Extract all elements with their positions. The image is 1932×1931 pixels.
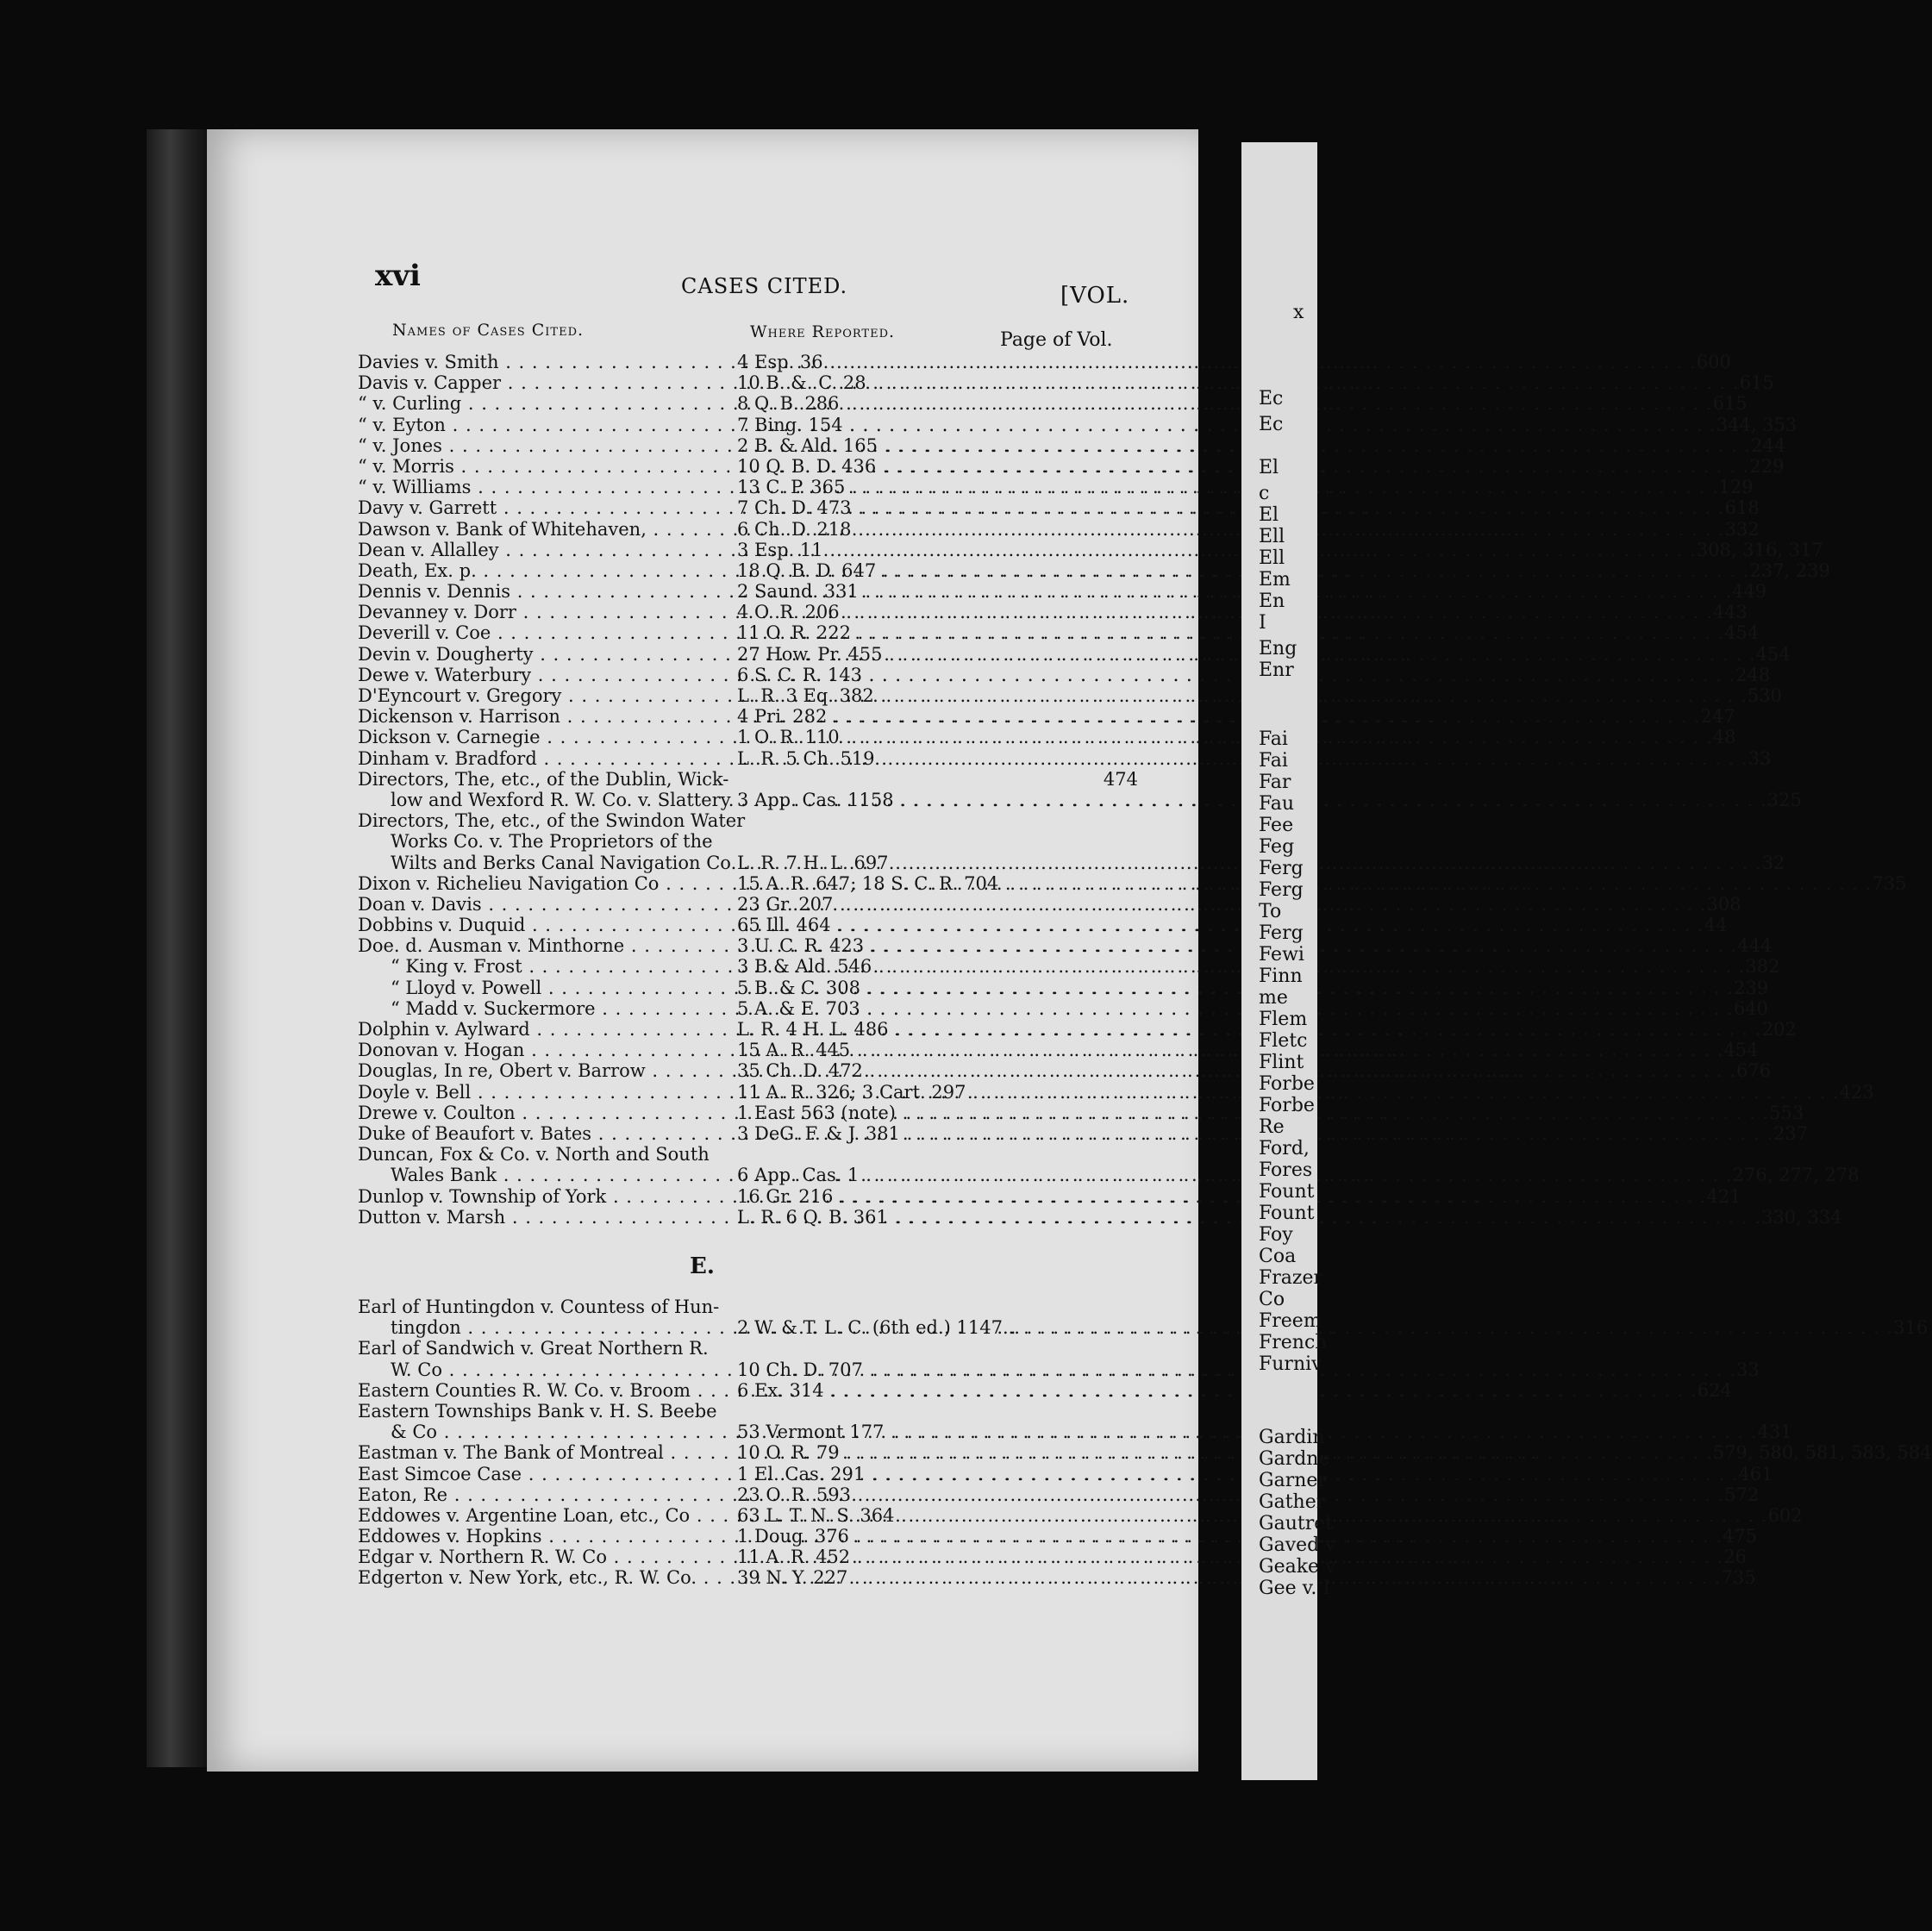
page-reference: 325 <box>1766 789 1802 810</box>
facing-page-fragment: Em <box>1259 569 1291 591</box>
facing-page-fragment: Ferg <box>1259 879 1304 901</box>
page-reference: 676 <box>1736 1060 1772 1082</box>
where-reported: 10 Q. B. D. 436 . . . <box>737 456 1749 477</box>
case-name: Doyle v. Bell . . . <box>358 1082 737 1103</box>
page-reference: 602 <box>1767 1504 1803 1526</box>
facing-page-fragment: Ell <box>1259 547 1285 569</box>
facing-page-fragment: Ford, <box>1259 1138 1310 1159</box>
page-reference: 423 <box>1839 1081 1874 1103</box>
column-headers <box>207 312 1198 355</box>
page-reference: 332 <box>1724 518 1760 540</box>
facing-page-fragment: Ell <box>1259 526 1285 547</box>
page-reference: 202 <box>1761 1019 1797 1040</box>
facing-page-fragment: Re <box>1259 1116 1285 1138</box>
facing-page-fragment: Fount <box>1259 1181 1315 1203</box>
where-reported: 10 B. &. C. 28 . . . <box>737 372 1740 393</box>
facing-page-fragment: Fee <box>1259 815 1294 836</box>
page-reference: 382 <box>1745 956 1780 978</box>
case-name: Drewe v. Coulton . . . <box>358 1103 737 1123</box>
facing-page-fragment: Gardne <box>1259 1448 1330 1470</box>
case-name: Eddowes v. Argentine Loan, etc., Co . . . <box>358 1505 737 1526</box>
where-reported: 3 Esp. 11 . . . <box>737 540 1697 560</box>
page-reference: 615 <box>1739 372 1774 394</box>
case-entry-row <box>358 769 1138 790</box>
case-name: Directors, The, etc., of the Swindon Water <box>358 810 746 832</box>
case-name: “ v. Morris . . . <box>358 456 737 477</box>
facing-page-fragment: x <box>1293 302 1304 323</box>
facing-page-fragment: Frazer <box>1259 1267 1323 1289</box>
page-reference: 276, 277, 278 <box>1732 1165 1860 1186</box>
facing-page-fragment: Foy <box>1259 1224 1293 1246</box>
where-reported: 5 B. & C. 308 . . . <box>737 978 1734 998</box>
facing-page-fragment: Gaved v <box>1259 1534 1336 1556</box>
case-name: Dutton v. Marsh . . . <box>358 1207 737 1228</box>
case-name: low and Wexford R. W. Co. v. Slattery. . . . <box>358 790 737 810</box>
case-name: Directors, The, etc., of the Dublin, Wick- <box>358 768 729 790</box>
case-name: Eastern Counties R. W. Co. v. Broom . . . <box>358 1380 737 1401</box>
facing-page-fragment: Fletc <box>1259 1030 1308 1052</box>
case-entry-row <box>358 602 1748 623</box>
case-name: Doan v. Davis . . . <box>358 894 737 915</box>
case-name: D'Eyncourt v. Gregory . . . <box>358 685 737 706</box>
case-name: Eaton, Re . . . <box>358 1484 737 1505</box>
page-reference: 454 <box>1723 1040 1759 1061</box>
case-name: Dewe v. Waterbury . . . <box>358 665 737 685</box>
facing-page-fragment: El <box>1259 457 1279 478</box>
facing-page-fragment: Garner <box>1259 1470 1327 1491</box>
facing-page-fragment: Gather <box>1259 1491 1326 1513</box>
page-reference: 48 <box>1712 727 1736 748</box>
case-name: Doe. d. Ausman v. Minthorne . . . <box>358 935 737 956</box>
facing-page-fragment: Furniv <box>1259 1353 1322 1375</box>
case-entry-row <box>358 352 1731 372</box>
facing-page-fragment: Gee v. I <box>1259 1578 1331 1599</box>
page-reference: 572 <box>1724 1484 1760 1505</box>
where-reported: 2 B. & Ald. 165 . . . <box>737 435 1751 456</box>
page-reference: 618 <box>1724 497 1760 519</box>
page-column-header: Page of Vol. <box>1000 329 1113 351</box>
case-name: Dickson v. Carnegie . . . <box>358 727 737 747</box>
where-reported: L. R. 3 Eq. 382 . . . <box>737 685 1748 706</box>
case-name: “ King v. Frost . . . <box>358 956 737 977</box>
page-reference: 444 <box>1737 935 1773 957</box>
page-reference: 239 <box>1734 977 1769 998</box>
page-reference: 33 <box>1736 1359 1760 1380</box>
where-reported: 13 C. P. 365 . . . <box>737 477 1719 497</box>
case-name: Dunlop v. Township of York . . . <box>358 1186 737 1207</box>
where-reported: 53 Vermont 177 . . . <box>737 1422 1758 1442</box>
page-reference: 229 <box>1749 455 1785 477</box>
where-reported: 7 Ch. D. 473 . . . <box>737 497 1725 518</box>
book-binding <box>147 129 207 1767</box>
facing-page-fragment: Enr <box>1259 659 1294 681</box>
page-reference: 431 <box>1757 1422 1792 1443</box>
case-name: Davies v. Smith . . . <box>358 352 737 372</box>
case-name: Dawson v. Bank of Whitehaven, . . . <box>358 519 737 540</box>
where-reported: 1 Doug. 376 . . . <box>737 1526 1723 1547</box>
case-entry-row <box>358 1401 1138 1422</box>
case-name: Dennis v. Dennis . . . <box>358 581 737 602</box>
facing-page-fragment: Far <box>1259 772 1291 793</box>
facing-page-fragment: Fau <box>1259 793 1295 815</box>
facing-page-fragment: Fewi <box>1259 944 1304 966</box>
facing-page-fragment: Ec <box>1259 414 1284 435</box>
page-reference: 44 <box>1704 915 1728 936</box>
where-reported: L. R. 5 Ch. 519 . . . <box>737 748 1748 769</box>
case-name: East Simcoe Case . . . <box>358 1464 737 1484</box>
facing-page-fragment: Fores <box>1259 1159 1313 1181</box>
case-entry-row <box>358 706 1735 728</box>
facing-page-fragment: Geake v <box>1259 1556 1336 1578</box>
where-reported: 15 A. R. 445 . . . <box>737 1040 1723 1060</box>
facing-page-fragment: Ferg <box>1259 922 1304 944</box>
case-entry-row <box>358 1338 1138 1359</box>
case-entry-row <box>358 685 1782 706</box>
where-reported: 65 Ill. 464 . . . <box>737 915 1704 935</box>
case-entry-row <box>358 831 1138 852</box>
where-reported: 2 W. & T. L. C. (6th ed.) 1147... . . . <box>737 1317 1893 1338</box>
page-reference: 735 <box>1872 872 1907 894</box>
facing-page-fragment: Flem <box>1259 1009 1308 1030</box>
case-entry-row <box>358 581 1767 603</box>
case-name: “ v. Eyton . . . <box>358 415 737 435</box>
case-name: Dolphin v. Aylward . . . <box>358 1019 737 1040</box>
case-name: Dinham v. Bradford . . . <box>358 748 737 769</box>
where-reported: 5 A. & E. 703 . . . <box>737 998 1734 1019</box>
where-reported: 11 A. R. 452 . . . <box>737 1547 1723 1567</box>
where-reported: 2 Saund. 331 . . . <box>737 581 1732 602</box>
facing-page-fragment: Ec <box>1259 388 1284 409</box>
where-reported: 3 App. Cas. 1158 . . . <box>737 790 1767 810</box>
case-name: Eastern Townships Bank v. H. S. Beebe <box>358 1400 717 1422</box>
page-reference: 421 <box>1706 1185 1741 1207</box>
page-reference: 308, 316, 317 <box>1696 539 1823 560</box>
case-name: Edgar v. Northern R. W. Co . . . <box>358 1547 737 1567</box>
case-name: Eastman v. The Bank of Montreal . . . <box>358 1442 737 1463</box>
facing-page-fragment: Coa <box>1259 1246 1297 1267</box>
facing-page-fragment: Gardin <box>1259 1427 1325 1448</box>
facing-page-fragment: Fai <box>1259 728 1288 750</box>
where-reported: 8 Q. B. 286 . . . <box>737 393 1713 414</box>
facing-page-fragment: Finn <box>1259 966 1303 987</box>
page-reference: 475 <box>1723 1526 1758 1547</box>
facing-page-fragment: El <box>1259 504 1279 526</box>
page-reference: 248 <box>1735 664 1771 685</box>
page-reference: 33 <box>1748 747 1772 769</box>
where-reported: 18 Q. B. D. 647 . . . <box>737 560 1749 581</box>
section-letter-e: E. <box>690 1253 715 1279</box>
where-reported: 10 Ch. D. 707 . . . <box>737 1359 1736 1380</box>
case-name: Davy v. Garrett . . . <box>358 497 737 518</box>
case-name: W. Co . . . <box>358 1359 737 1380</box>
page-reference: 449 <box>1732 581 1767 603</box>
case-name: Duncan, Fox & Co. v. North and South <box>358 1144 710 1165</box>
where-reported: 4 Pri. 282 . . . <box>737 706 1701 727</box>
where-reported: 6 S. C. R. 143 . . . <box>737 665 1735 685</box>
page-reference: 735 <box>1721 1567 1756 1589</box>
case-name: “ v. Curling . . . <box>358 393 737 414</box>
case-name: & Co . . . <box>358 1422 737 1442</box>
case-name: Devin v. Dougherty . . . <box>358 644 737 665</box>
page-reference: 461 <box>1738 1463 1773 1484</box>
case-entry-row <box>358 372 1774 394</box>
where-reported: 6 Ch. D. 218 . . . <box>737 519 1725 540</box>
case-entry-row <box>358 1379 1732 1401</box>
page-reference: 344, 353 <box>1716 414 1798 435</box>
running-title: CASES CITED. <box>681 274 848 298</box>
where-reported: 63 L. T. N. S. 364 . . . <box>737 1505 1768 1526</box>
facing-page-fragment: Forbe <box>1259 1095 1315 1116</box>
page-reference: 237, 239 <box>1749 559 1830 581</box>
case-name: “ Lloyd v. Powell . . . <box>358 978 737 998</box>
case-name: Edgerton v. New York, etc., R. W. Co. . . . <box>358 1567 737 1588</box>
where-reported: 6 Ex. 314 . . . <box>737 1380 1698 1401</box>
where-reported: L. R. 4 H. L. 486 . . . <box>737 1019 1762 1040</box>
where-reported: 11 O. R. 222 . . . <box>737 622 1724 643</box>
where-reported: 1 El. Cas. 291 . . . <box>737 1464 1738 1484</box>
facing-page-fragment: c <box>1259 483 1270 504</box>
page-reference: 454 <box>1755 643 1791 665</box>
page-reference: 615 <box>1712 393 1748 415</box>
page-reference: 237 <box>1773 1122 1809 1144</box>
facing-page-fragment: En <box>1259 591 1285 612</box>
case-name: Dobbins v. Duquid . . . <box>358 915 737 935</box>
facing-page-fragment: Feg <box>1259 836 1295 858</box>
case-name: Devanney v. Dorr . . . <box>358 602 737 622</box>
page-reference: 579, 580, 581, 583, 584 <box>1712 1442 1932 1464</box>
facing-page-fragment: Ferg <box>1259 858 1304 879</box>
page-reference: 530 <box>1747 685 1782 706</box>
page-reference: 624 <box>1697 1379 1732 1401</box>
page-folio: xvi <box>375 259 421 293</box>
case-name: Dean v. Allalley . . . <box>358 540 737 560</box>
where-reported: 39 N. Y. 227 . . . <box>737 1567 1722 1588</box>
facing-page-fragment: To <box>1259 901 1282 922</box>
facing-page-fragment: me <box>1259 987 1288 1009</box>
where-reported: 4 O. R. 206 . . . <box>737 602 1713 622</box>
case-name: Wilts and Berks Canal Navigation Co. . . . <box>358 853 737 873</box>
case-name: Douglas, In re, Obert v. Barrow . . . <box>358 1060 737 1081</box>
case-entry-row <box>358 1297 1138 1317</box>
case-name: Duke of Beaufort v. Bates . . . <box>358 1123 737 1144</box>
case-name: Dickenson v. Harrison . . . <box>358 706 737 727</box>
where-reported-column-header: Where Reported. <box>750 322 896 341</box>
page-reference: 26 <box>1723 1547 1748 1568</box>
case-entry-row <box>358 810 1138 831</box>
case-name: Earl of Huntingdon v. Countess of Hun- <box>358 1297 720 1317</box>
facing-page-fragment: Forbe <box>1259 1073 1315 1095</box>
page-reference: 316 <box>1893 1317 1929 1339</box>
case-name: Deverill v. Coe . . . <box>358 622 737 643</box>
case-name: Death, Ex. p. . . . <box>358 560 737 581</box>
names-column-header: Names of Cases Cited. <box>392 321 585 340</box>
facing-page-fragment: Freem <box>1259 1310 1322 1332</box>
where-reported: 16 Gr. 216 . . . <box>737 1186 1706 1207</box>
where-reported: 3 B & Ald. 546 . . . <box>737 956 1745 977</box>
where-reported: 27 How. Pr. 455 . . . <box>737 644 1756 665</box>
page-reference: 443 <box>1712 602 1748 623</box>
case-name: Wales Bank . . . <box>358 1165 737 1185</box>
where-reported: 15 A. R. 647; 18 S. C. R. 704 . . . <box>737 873 1872 894</box>
where-reported: 4 Esp. 36 . . . <box>737 352 1697 372</box>
page-reference: 129 <box>1718 477 1754 498</box>
facing-page-fragment: Fount <box>1259 1203 1315 1224</box>
where-reported: 1 East 563 (note) . . . <box>737 1103 1769 1123</box>
facing-page-fragment: Eng <box>1259 638 1297 659</box>
case-name: Dixon v. Richelieu Navigation Co . . . <box>358 873 737 894</box>
case-name: tingdon . . . <box>358 1317 737 1338</box>
where-reported: 23 O. R. 593 . . . <box>737 1484 1724 1505</box>
case-name: “ Madd v. Suckermore . . . <box>358 998 737 1019</box>
where-reported: 6 App. Cas. 1 . . . <box>737 1165 1733 1185</box>
where-reported: 10 O. R. 79 . . . <box>737 1442 1713 1463</box>
where-reported: 23 Gr. 207 . . . <box>737 894 1706 915</box>
where-reported: 3 U. C. R. 423 . . . <box>737 935 1737 956</box>
page-reference: 553 <box>1769 1102 1804 1123</box>
case-name: “ v. Jones . . . <box>358 435 737 456</box>
page-reference: 308 <box>1706 893 1741 915</box>
page-reference: 32 <box>1761 852 1785 873</box>
facing-page-fragment: French <box>1259 1332 1328 1353</box>
page-reference: 600 <box>1696 352 1731 372</box>
where-reported: 11 A. R. 326; 3 Cart. 297 . . . <box>737 1082 1840 1103</box>
facing-page-fragment: Co <box>1259 1289 1285 1310</box>
facing-page-fragment: Flint <box>1259 1052 1304 1073</box>
page-reference: 640 <box>1733 997 1768 1019</box>
case-name: Earl of Sandwich v. Great Northern R. <box>358 1338 709 1359</box>
page-reference: 244 <box>1751 434 1786 456</box>
case-name: Eddowes v. Hopkins . . . <box>358 1526 737 1547</box>
facing-page-fragment: I <box>1259 612 1266 634</box>
page-reference: 247 <box>1700 706 1735 728</box>
facing-page-fragment: Gautret <box>1259 1513 1334 1534</box>
where-reported: 1 O. R. 110 . . . <box>737 727 1713 747</box>
where-reported: L. R. 6 Q. B. 361 . . . <box>737 1207 1761 1228</box>
page-reference: 454 <box>1724 622 1760 644</box>
volume-mark: [VOL. <box>1060 283 1130 309</box>
case-name: “ v. Williams . . . <box>358 477 737 497</box>
where-reported: L. R. 7 H. L. 697 . . . <box>737 853 1762 873</box>
case-entry-row <box>358 1144 1138 1165</box>
where-reported: 35 Ch. D. 472 . . . <box>737 1060 1736 1081</box>
page-reference: 474 <box>1103 768 1138 790</box>
case-entry-row <box>358 622 1760 644</box>
case-entry-row <box>358 477 1754 498</box>
case-name: Davis v. Capper . . . <box>358 372 737 393</box>
where-reported: 3 DeG. F. & J. 381 . . . <box>737 1123 1773 1144</box>
facing-page-edge <box>1241 142 1336 1780</box>
facing-page-fragment: Fai <box>1259 750 1288 772</box>
case-name: Works Co. v. The Proprietors of the <box>391 831 713 853</box>
page-reference: 330, 334 <box>1761 1206 1842 1228</box>
case-name: Donovan v. Hogan . . . <box>358 1040 737 1060</box>
where-reported: 7 Bing. 154 . . . <box>737 415 1716 435</box>
case-entry-row <box>358 434 1786 456</box>
